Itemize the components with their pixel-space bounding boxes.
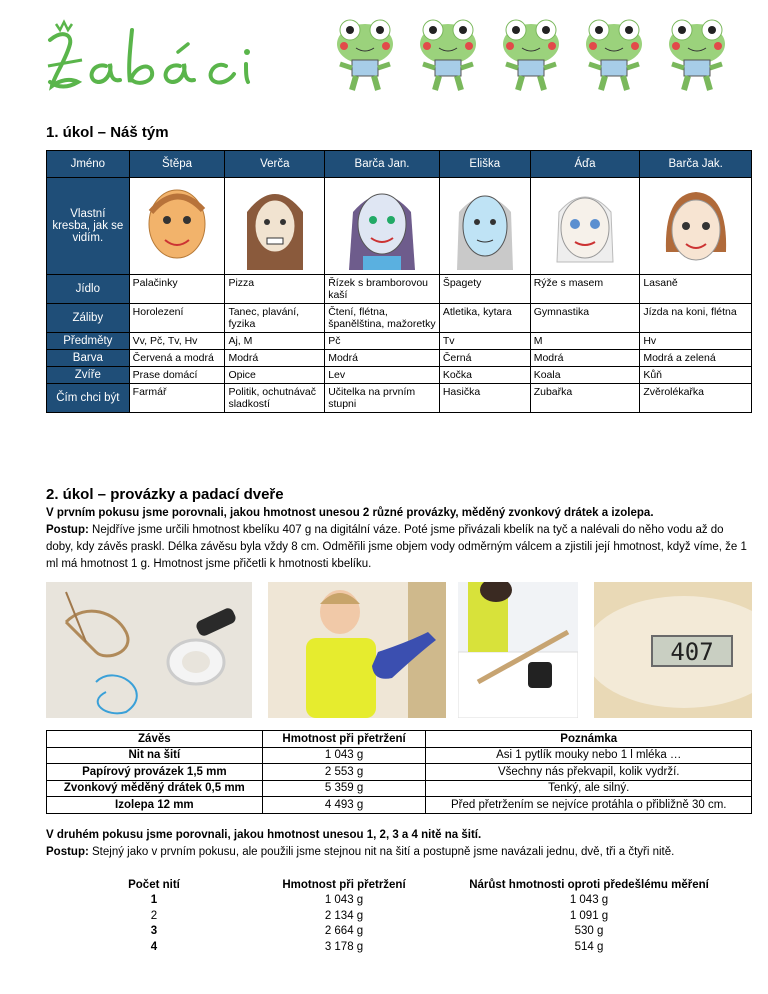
team-cell: Jízda na koni, flétna — [640, 304, 752, 333]
team-cell: Zubařka — [530, 384, 640, 413]
portrait-cell — [225, 178, 325, 275]
table-cell: 1 043 g — [324, 894, 364, 907]
table-cell: Všechny nás překvapil, kolik vydrží. — [426, 764, 752, 781]
experiment2-description — [46, 827, 754, 861]
section2-title: 2. úkol – provázky a padací dveře — [46, 486, 284, 503]
portrait-cell — [325, 178, 440, 275]
team-cell: M — [530, 333, 640, 350]
portrait-cell — [640, 178, 752, 275]
strings-photo — [46, 582, 252, 718]
frog-drawing — [662, 14, 732, 92]
table-row — [46, 908, 752, 924]
team-cell: Prase domácí — [129, 367, 225, 384]
member-name: Štěpa — [129, 151, 225, 178]
column-header: Nárůst hmotnosti oproti předešlému měření — [469, 878, 709, 891]
frog-drawing — [330, 14, 400, 92]
team-cell: Tanec, plavání, fyzika — [225, 304, 325, 333]
experiment1-intro: V prvním pokusu jsme porovnali, jakou hmotnost unesou 2 různé provázky, měděný zvonkový drátek a izolepa. — [46, 507, 654, 519]
team-cell: Palačinky — [129, 275, 225, 304]
team-cell: Modrá — [530, 350, 640, 367]
frog-drawing — [579, 14, 649, 92]
team-cell: Koala — [530, 367, 640, 384]
team-cell: Pizza — [225, 275, 325, 304]
digital-scale-photo — [594, 582, 752, 718]
table-cell: 3 — [150, 925, 158, 938]
table-row — [46, 939, 752, 955]
team-cell: Tv — [439, 333, 530, 350]
team-cell: Špagety — [439, 275, 530, 304]
row-label: Zvíře — [47, 367, 130, 384]
member-name: Barča Jan. — [325, 151, 440, 178]
table-cell: Před přetržením se nejvíce protáhla o přibližně 30 cm. — [426, 797, 752, 814]
row-label: Záliby — [47, 304, 130, 333]
team-cell: Červená a modrá — [129, 350, 225, 367]
team-cell: Farmář — [129, 384, 225, 413]
team-row — [47, 275, 752, 304]
table-row — [47, 780, 752, 797]
team-cell: Zvěrolékařka — [640, 384, 752, 413]
column-header: Počet nití — [128, 878, 180, 891]
team-row — [47, 350, 752, 367]
table-cell: 2 134 g — [324, 909, 364, 922]
member-name: Eliška — [439, 151, 530, 178]
self-portrait-drawing — [445, 182, 525, 270]
table-cell: 4 493 g — [262, 797, 426, 814]
team-cell: Hv — [640, 333, 752, 350]
column-header: Hmotnost při přetržení — [262, 731, 426, 748]
team-cell: Řízek s bramborovou kaší — [325, 275, 440, 304]
table-cell: 1 — [150, 894, 158, 907]
table-cell: Papírový provázek 1,5 mm — [47, 764, 263, 781]
experiment2-intro: V druhém pokusu jsme porovnali, jakou hmotnost unesou 1, 2, 3 a 4 nitě na šití. — [46, 829, 482, 841]
team-cell: Kůň — [640, 367, 752, 384]
member-name: Áďa — [530, 151, 640, 178]
team-cell: Opice — [225, 367, 325, 384]
team-row — [47, 304, 752, 333]
portrait-row — [47, 178, 752, 275]
table-row — [47, 764, 752, 781]
table-row — [47, 747, 752, 764]
table-row — [47, 797, 752, 814]
table-row — [46, 893, 752, 909]
team-cell: Hasička — [439, 384, 530, 413]
table-cell: 2 — [150, 909, 158, 922]
row-label: Čím chci být — [47, 384, 130, 413]
team-cell: Vv, Pč, Tv, Hv — [129, 333, 225, 350]
table-cell: 5 359 g — [262, 780, 426, 797]
self-portrait-drawing — [656, 182, 736, 270]
team-header-row — [47, 151, 752, 178]
bucket-on-rod-photo — [458, 582, 578, 718]
table-row — [46, 924, 752, 940]
member-name: Verča — [225, 151, 325, 178]
frog-drawing — [413, 14, 483, 92]
method-label: Postup: — [46, 524, 89, 536]
table-cell: Zvonkový měděný drátek 0,5 mm — [47, 780, 263, 797]
team-cell: Kočka — [439, 367, 530, 384]
row-label: Barva — [47, 350, 130, 367]
self-portrait-drawing — [339, 182, 425, 270]
team-cell: Lev — [325, 367, 440, 384]
column-header: Závěs — [47, 731, 263, 748]
experiment1-table — [46, 730, 752, 814]
section1-title: 1. úkol – Náš tým — [46, 124, 169, 141]
team-cell: Horolezení — [129, 304, 225, 333]
team-cell: Učitelka na prvním stupni — [325, 384, 440, 413]
name-header: Jméno — [47, 151, 130, 178]
portrait-row-label: Vlastní kresba, jak se vidím. — [47, 178, 130, 275]
table-cell: 530 g — [574, 925, 604, 938]
team-cell: Pč — [325, 333, 440, 350]
portrait-cell — [129, 178, 225, 275]
scale-display: 407 — [670, 638, 714, 666]
self-portrait-drawing — [137, 182, 217, 270]
row-label: Jídlo — [47, 275, 130, 304]
team-row — [47, 333, 752, 350]
table-cell: 2 664 g — [324, 925, 364, 938]
method-label: Postup: — [46, 846, 89, 858]
portrait-cell — [530, 178, 640, 275]
team-row — [47, 384, 752, 413]
frog-drawing — [496, 14, 566, 92]
table-header-row — [47, 731, 752, 748]
method-text: Nejdříve jsme určili hmotnost kbelíku 407 g na digitální váze. Poté jsme přivázali kbelík na tyč a nalévali do něho vodu až do doby, kdy závěs praskl. Délka závěsu byla vždy 8 cm. Odměřili jsme objem vody odměrným válcem a zjistili její hmotnost, když víme, že 1 ml má hmotnost 1 g. Hmotnost jsme přičetli k hmotnosti kbelíku. — [46, 524, 747, 570]
experiment2-method — [46, 844, 754, 861]
table-cell: Izolepa 12 mm — [47, 797, 263, 814]
column-header: Hmotnost při přetržení — [282, 878, 406, 891]
team-cell: Modrá — [325, 350, 440, 367]
team-table — [46, 150, 752, 413]
table-cell: 4 — [150, 940, 158, 953]
zabaci-logo — [42, 16, 302, 102]
column-header: Poznámka — [426, 731, 752, 748]
table-cell: 2 553 g — [262, 764, 426, 781]
table-cell: 1 043 g — [262, 747, 426, 764]
team-cell: Aj, M — [225, 333, 325, 350]
table-cell: 1 043 g — [569, 894, 609, 907]
boy-watering-can-photo — [268, 582, 446, 718]
team-cell: Rýže s masem — [530, 275, 640, 304]
table-cell: 1 091 g — [569, 909, 609, 922]
method-text: Stejný jako v prvním pokusu, ale použili jsme stejnou nit na šití a postupně jsme navázali jednu, dvě, tři a čtyři nitě. — [92, 846, 675, 858]
team-cell: Lasaně — [640, 275, 752, 304]
team-cell: Gymnastika — [530, 304, 640, 333]
team-cell: Čtení, flétna, španělština, mažoretky — [325, 304, 440, 333]
row-label: Předměty — [47, 333, 130, 350]
team-cell: Atletika, kytara — [439, 304, 530, 333]
table-cell: Nit na šití — [47, 747, 263, 764]
self-portrait-drawing — [545, 182, 625, 270]
team-row — [47, 367, 752, 384]
experiment1-method — [46, 522, 754, 573]
team-cell: Modrá — [225, 350, 325, 367]
experiment2-table — [46, 877, 752, 955]
table-cell: 3 178 g — [324, 940, 364, 953]
self-portrait-drawing — [235, 182, 315, 270]
team-cell: Černá — [439, 350, 530, 367]
table-cell: 514 g — [574, 940, 604, 953]
portrait-cell — [439, 178, 530, 275]
team-cell: Modrá a zelená — [640, 350, 752, 367]
table-header-row — [46, 877, 752, 893]
team-cell: Politik, ochutnávač sladkostí — [225, 384, 325, 413]
table-cell: Asi 1 pytlík mouky nebo 1 l mléka … — [426, 747, 752, 764]
member-name: Barča Jak. — [640, 151, 752, 178]
table-cell: Tenký, ale silný. — [426, 780, 752, 797]
experiment1-description — [46, 505, 754, 573]
